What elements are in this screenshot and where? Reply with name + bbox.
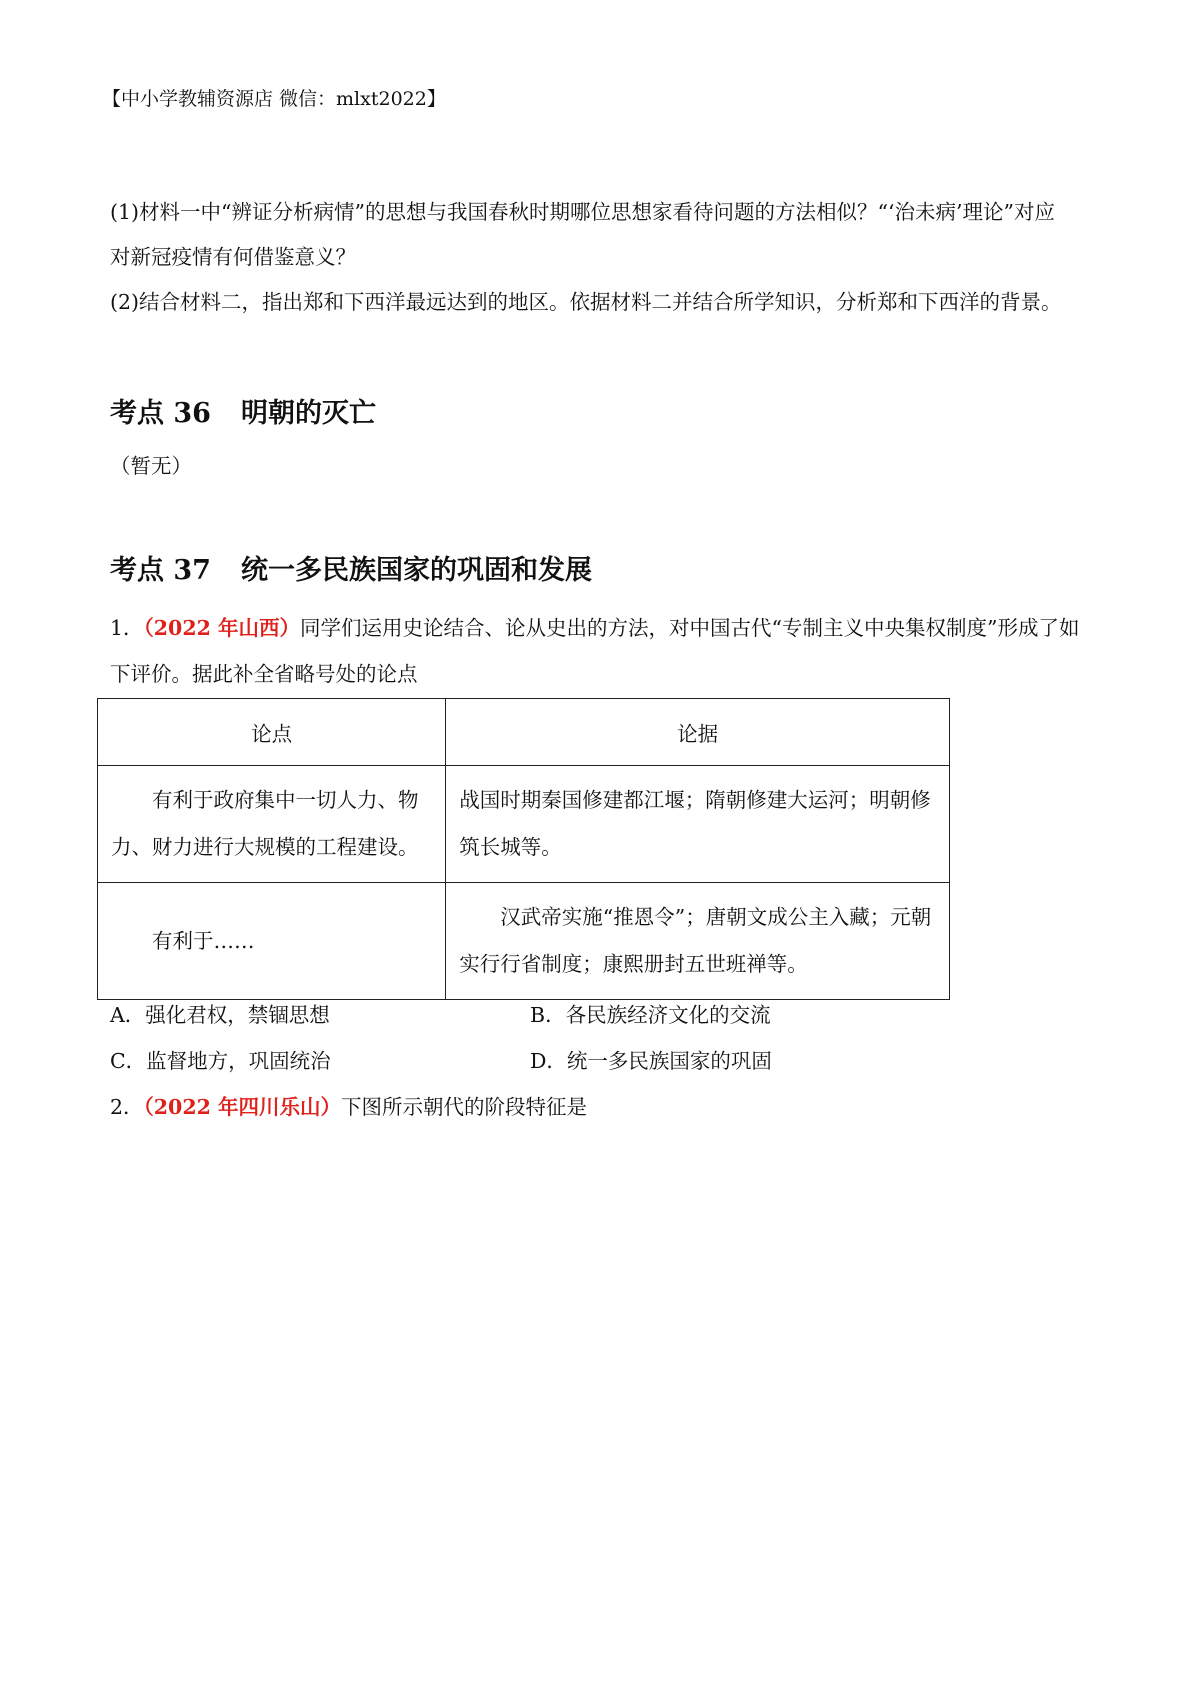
table-cell-evidence — [446, 766, 950, 883]
header-note: 【中小学教辅资源店 微信：mlxt2022】 — [102, 88, 446, 110]
table-cell-evidence — [446, 883, 950, 1000]
question-2-source: （2022 年四川乐山） — [143, 1095, 341, 1119]
table-header-row — [98, 699, 950, 766]
question-1-line2: 下评价。据此补全省略号处的论点 — [110, 662, 418, 686]
question-1-text: 同学们运用史论结合、论从史出的方法，对中国古代“专制主义中央集权制度”形成了如 — [300, 616, 1080, 640]
section-36-number: 考点 36 — [110, 398, 211, 429]
option-c[interactable]: C．监督地方，巩固统治 — [110, 1049, 331, 1073]
section-36-note: （暂无） — [110, 454, 192, 478]
table-cell-point — [98, 766, 446, 883]
evidence-text: 汉武帝实施“推恩令”；唐朝文成公主入藏；元朝实行行省制度；康熙册封五世班禅等。 — [459, 905, 932, 976]
point-text: 有利于政府集中一切人力、物力、财力进行大规模的工程建设。 — [111, 788, 419, 859]
section-36-heading: 明朝的灭亡 — [240, 398, 376, 429]
prev-question-2: (2)结合材料二，指出郑和下西洋最远达到的地区。依据材料二并结合所学知识，分析郑和下西洋的背景。 — [110, 290, 1062, 314]
section-37-heading: 统一多民族国家的巩固和发展 — [240, 555, 592, 586]
table-row — [98, 883, 950, 1000]
question-2-text: 下图所示朝代的阶段特征是 — [341, 1095, 587, 1119]
question-1-line1 — [110, 614, 1079, 642]
prev-question-1-line1: (1)材料一中“辨证分析病情”的思想与我国春秋时期哪位思想家看待问题的方法相似？“‘治未病’理论”对应 — [110, 200, 1055, 224]
evidence-text: 战国时期秦国修建都江堰；隋朝修建大运河；明朝修筑长城等。 — [459, 788, 931, 859]
evaluation-table — [97, 698, 950, 1000]
prev-question-1-line2: 对新冠疫情有何借鉴意义？ — [110, 245, 356, 269]
option-a[interactable]: A．强化君权，禁锢思想 — [110, 1003, 330, 1027]
options-row-1 — [110, 1001, 1010, 1029]
section-37-title — [110, 553, 592, 589]
question-1-source: （2022 年山西） — [143, 616, 300, 640]
table-header-point: 论点 — [98, 699, 446, 766]
table-row — [98, 766, 950, 883]
section-36-title — [110, 396, 376, 432]
question-2-line — [110, 1093, 587, 1121]
table-cell-point — [98, 883, 446, 1000]
options-row-2 — [110, 1047, 1010, 1075]
question-1-number: 1． — [110, 616, 144, 640]
option-d[interactable]: D．统一多民族国家的巩固 — [530, 1049, 772, 1073]
point-text: 有利于…… — [152, 928, 255, 953]
option-b[interactable]: B．各民族经济文化的交流 — [530, 1003, 771, 1027]
table-header-evidence: 论据 — [446, 699, 950, 766]
question-2-number: 2． — [110, 1095, 144, 1119]
section-37-number: 考点 37 — [110, 555, 211, 586]
